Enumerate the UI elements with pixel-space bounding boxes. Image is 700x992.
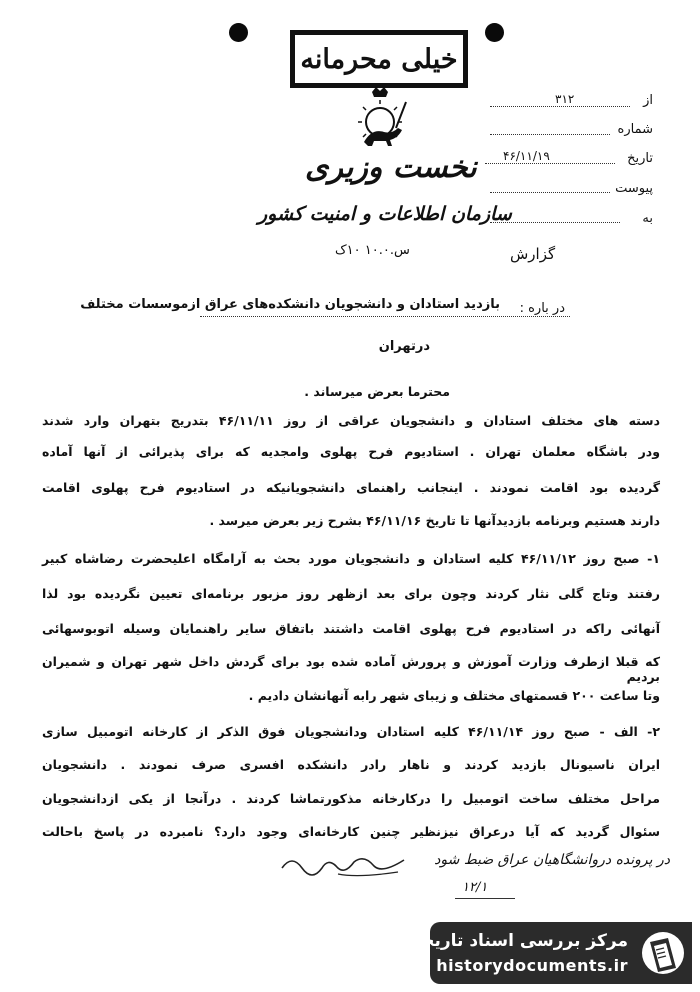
body-line: گردیده بود اقامت نمودند . اینجانب راهنمای دانشجویانیکه در استادیوم فرح پهلوی اقامت [42, 480, 660, 495]
attachment-line [490, 192, 610, 193]
body-line: دارند هستیم وبرنامه بازدیدآنها تا تاریخ ۴۶/۱۱/۱۶ بشرح زیر بعرض میرسد . [209, 513, 660, 528]
organization-name: سازمان اطلاعات و امنیت کشور [258, 203, 512, 225]
body-line: وتا ساعت ۲۰۰ قسمتهای مختلف و زیبای شهر رابه آنهانشان دادیم . [248, 688, 660, 703]
subject-label: در باره : [519, 301, 565, 316]
body-line: ۲- الف - صبح روز ۴۶/۱۱/۱۴ کلیه استادان ودانشجویان فوق الذکر از کارخانه اتومبیل سازی [42, 724, 660, 739]
body-line: ۱- صبح روز ۴۶/۱۱/۱۲ کلیه استادان و دانشجویان مورد بحث به آرامگاه اعلیحضرت رضاشاه کبیر [42, 551, 661, 566]
handwritten-note: در پرونده دروانشگاهیان عراق ضبط شود [434, 852, 670, 868]
reference-code: س.۱۰.۰ ۱۰ک [335, 243, 410, 258]
date-value: ۴۶/۱۱/۱۹ [503, 149, 550, 163]
classification-stamp: خیلی محرمانه [290, 30, 468, 88]
body-line: رفتند وتاج گلی نثار کردند وچون برای بعد ازظهر روز مزبور برنامه‌ای تعیین نگردیده بود لذا [42, 586, 660, 601]
body-line: ایران ناسیونال بازدید کردند و ناهار رادر دانشکده افسری صرف نمودند . دانشجویان [42, 757, 660, 772]
subject-text: بازدید استادان و دانشجویان دانشکده‌های عراق ازموسسات مختلف [80, 297, 500, 312]
lion-and-sun-emblem-icon [350, 86, 410, 150]
body-line: آنهائی راکه در استادیوم فرح پهلوی اقامت داشتند باتفاق سایر راهنمایان وسیله اتوبوسهائی [42, 621, 660, 636]
archive-url[interactable]: historydocuments.ir [436, 956, 628, 975]
report-heading: گزارش [510, 245, 556, 263]
signature-scribble [278, 850, 408, 880]
binding-hole-right [485, 23, 504, 42]
from-value: ۳۱۲ [555, 92, 575, 106]
subject-underline [200, 316, 570, 317]
number-label: شماره [617, 122, 653, 137]
from-label: از [643, 93, 653, 108]
recipient-line [490, 222, 620, 223]
initials-underline [455, 898, 515, 899]
body-line: دسته های مختلف استادان و دانشجویان عراقی از روز ۴۶/۱۱/۱۱ بتدریج بتهران وارد شدند [42, 413, 660, 428]
body-line: که قبلا ازطرف وزارت آموزش و پرورش آماده شده بود برای گردش داخل شهر تهران و شمیران بردیم [42, 654, 660, 684]
ministry-title: نخست وزیری [305, 150, 477, 185]
attachment-label: پیوست [615, 181, 653, 196]
archive-name: مرکز بررسی اسناد تاریخی [405, 931, 628, 951]
binding-hole-left [229, 23, 248, 42]
date-line [485, 163, 615, 164]
date-label: تاریخ [627, 151, 653, 166]
body-line: ودر باشگاه معلمان تهران . استادیوم فرح پهلوی وامجدیه که برای پذیرائی از آنها آماده [42, 444, 660, 459]
salutation: محترما بعرض میرساند . [304, 384, 450, 399]
body-line: سئوال گردید که آیا درعراق نیزنظیر چنین کارخانه‌ای وجود دارد؟ نامبرده در پاسخ باحالت [42, 824, 660, 839]
body-line: مراحل مختلف ساخت اتومبیل را درکارخانه مذکورتماشا کردند . درآنجا از یکی ازدانشجویان [42, 791, 660, 806]
recipient-label: به [642, 211, 653, 226]
number-line [490, 134, 610, 135]
from-line [490, 106, 630, 107]
archive-logo-icon [640, 928, 686, 978]
subject-text-continued: درتهران [378, 339, 430, 354]
handwritten-initials: ۱۲/۱ [462, 880, 488, 895]
